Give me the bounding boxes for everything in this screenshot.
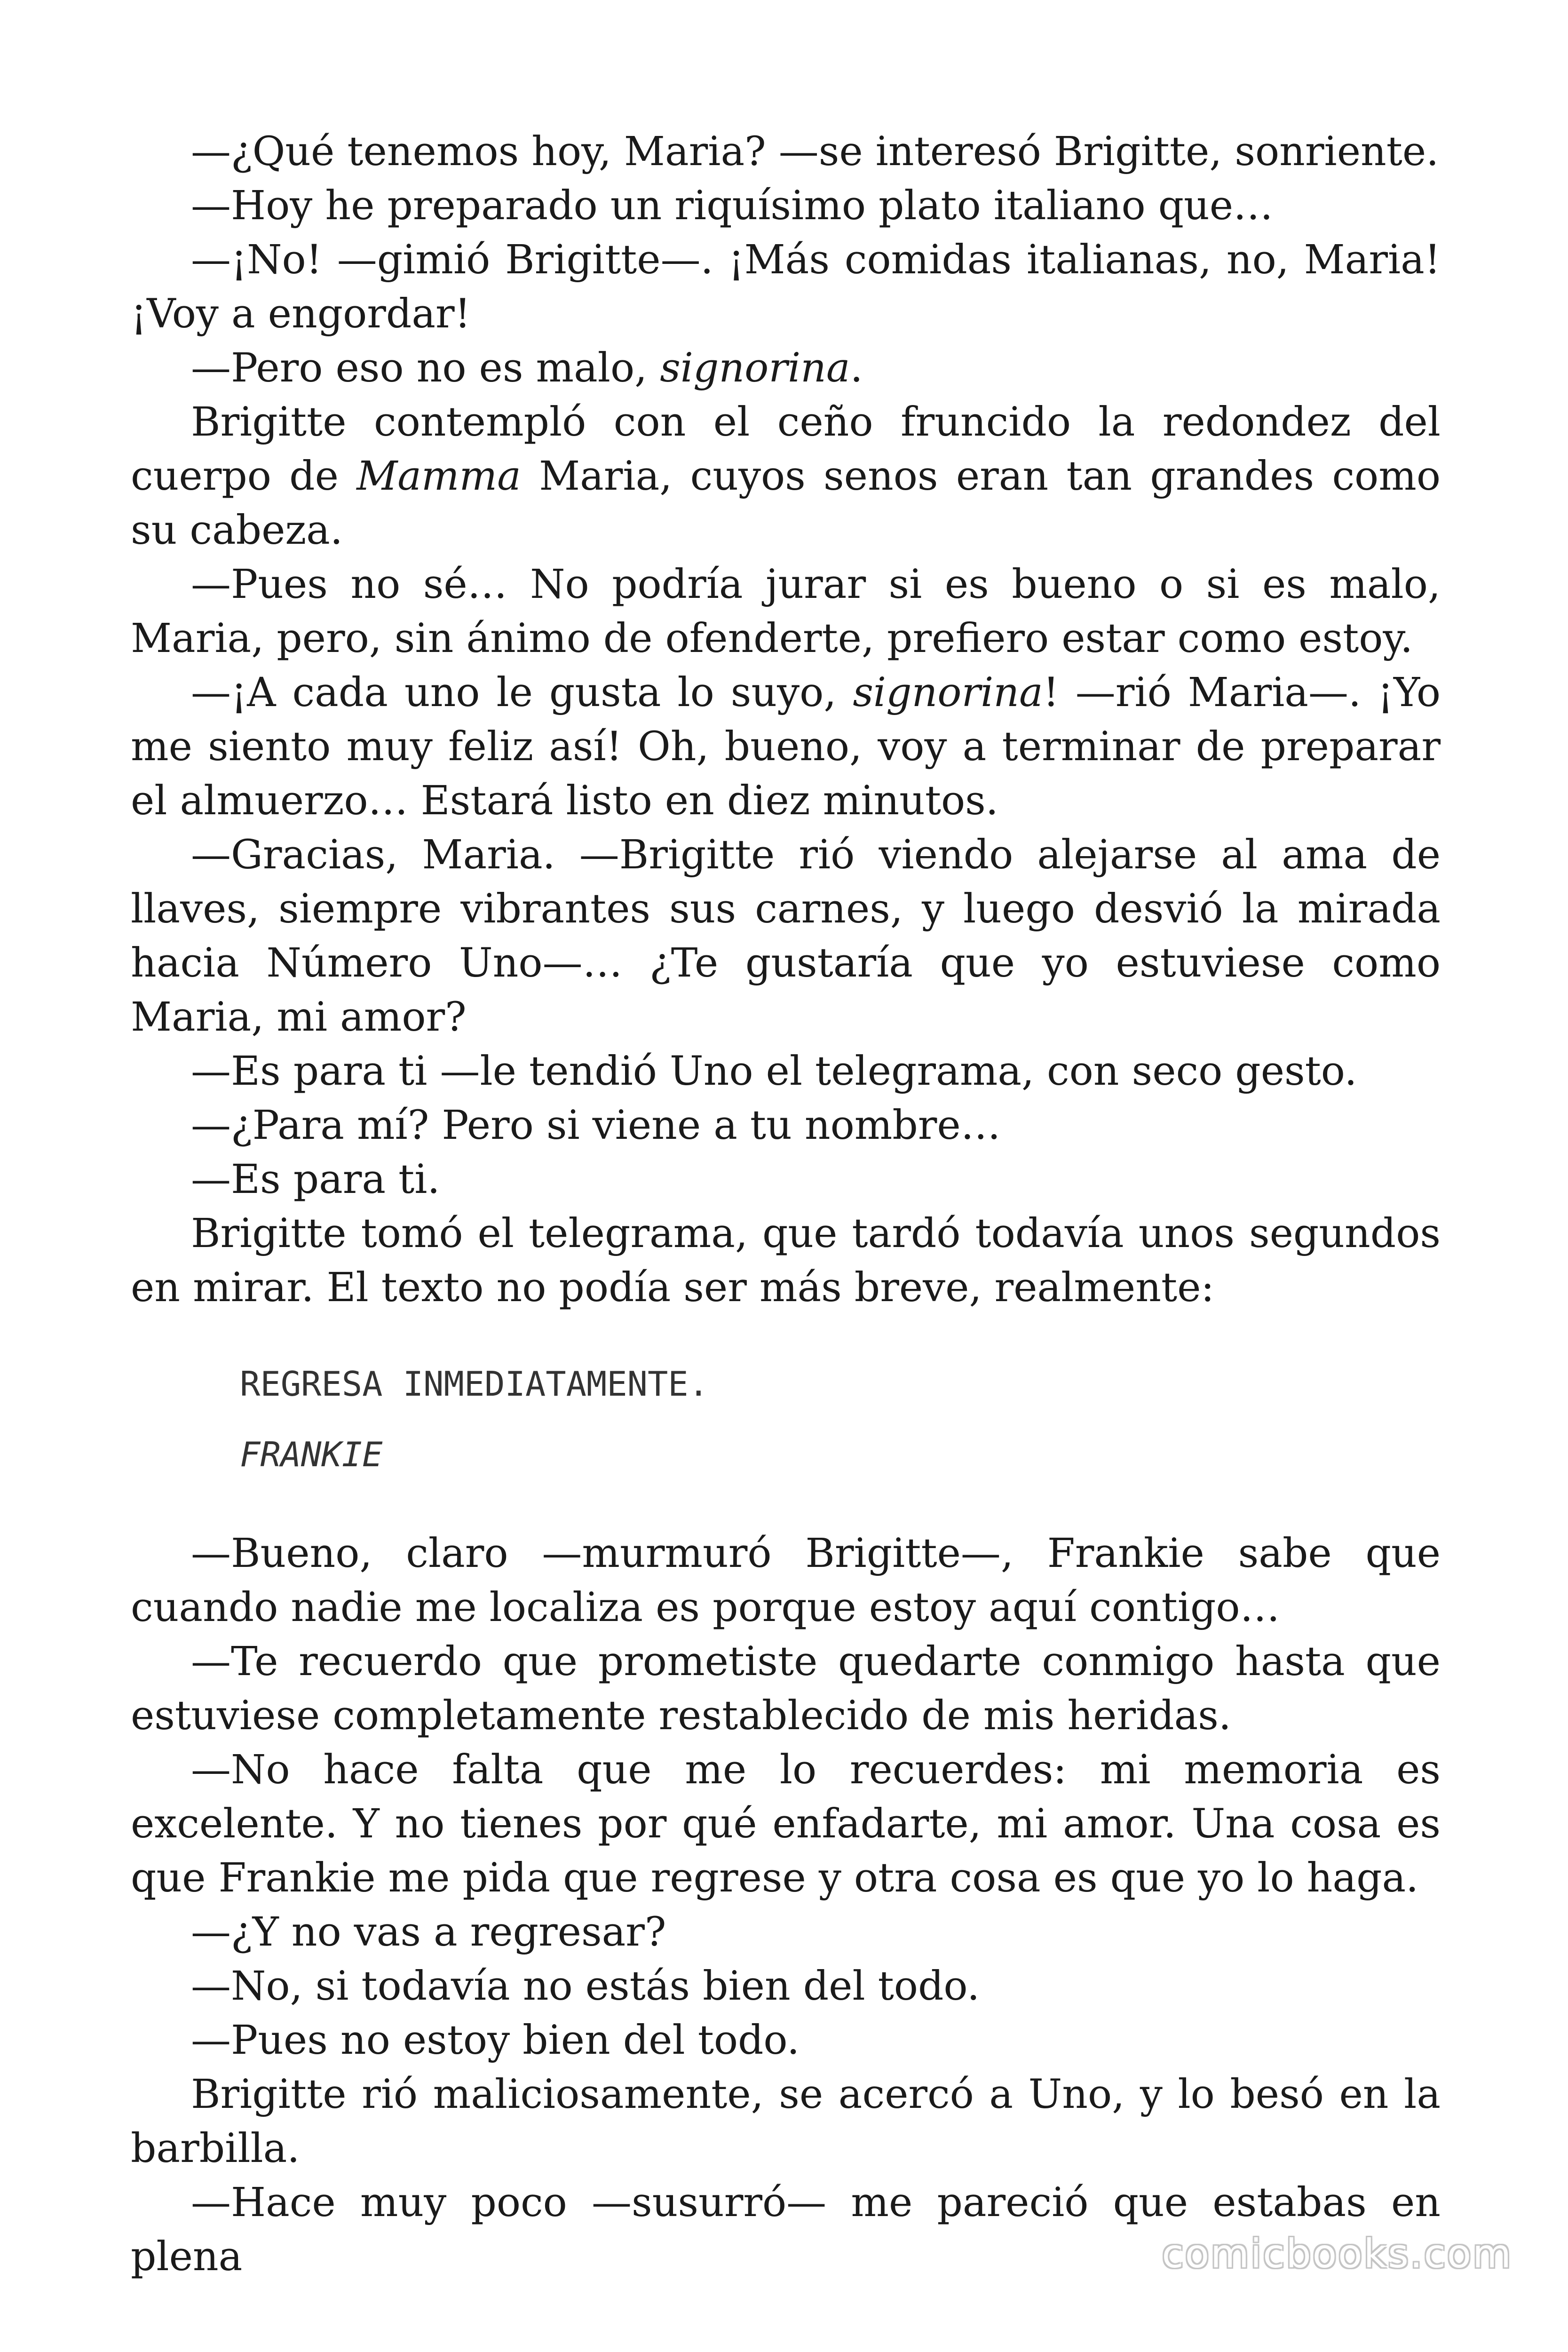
text-block: [131, 125, 1441, 2284]
italic-word: signorina: [853, 669, 1043, 716]
paragraph: Brigitte rió maliciosamente, se acercó a Uno, y lo besó en la barbilla.: [131, 2071, 1441, 2172]
paragraph: —¿Para mí? Pero si viene a tu nombre…: [191, 1102, 1001, 1149]
paragraph-text: —¡A cada uno le gusta lo suyo,: [191, 669, 853, 716]
paragraph: —¡No! —gimió Brigitte—. ¡Más comidas italianas, no, Maria! ¡Voy a engordar!: [131, 237, 1441, 337]
paragraph: [131, 341, 1441, 395]
paragraph: —Te recuerdo que prometiste quedarte conmigo hasta que estuviese completamente restablecido de mis heridas.: [131, 1638, 1441, 1739]
paragraph: —Hoy he preparado un riquísimo plato italiano que…: [191, 183, 1274, 229]
paragraph-text: .: [850, 345, 863, 391]
paragraph: —No, si todavía no estás bien del todo.: [191, 1963, 980, 2010]
paragraph: —¿Qué tenemos hoy, Maria? —se interesó Brigitte, sonriente.: [191, 128, 1439, 175]
italic-word: Mamma: [356, 453, 521, 500]
paragraph: Brigitte tomó el telegrama, que tardó todavía unos segundos en mirar. El texto no podía ser más breve, realmente:: [131, 1210, 1441, 1311]
paragraph: —Pues no estoy bien del todo.: [191, 2017, 800, 2064]
italic-word: signorina: [660, 345, 850, 391]
paragraph-text: Brigitte contempló con el ceño fruncido la redondez del cuerpo de: [131, 399, 1441, 500]
paragraph: —No hace falta que me lo recuerdes: mi memoria es excelente. Y no tienes por qué enfadarte, mi amor. Una cosa es que Frankie me pida que regrese y otra cosa es que yo lo haga.: [131, 1747, 1441, 1901]
watermark: comicbooks.com: [1162, 2231, 1513, 2277]
paragraph-text: Maria, cuyos senos eran tan grandes como su cabeza.: [131, 453, 1441, 554]
paragraph: —Gracias, Maria. —Brigitte rió viendo alejarse al ama de llaves, siempre vibrantes sus carnes, y luego desvió la mirada hacia Número Uno—… ¿Te gustaría que yo estuviese como Maria, mi amor?: [131, 832, 1441, 1041]
paragraph-text: —Pero eso no es malo,: [191, 345, 660, 391]
paragraph: [131, 666, 1441, 828]
telegram-signature: FRANKIE: [240, 1435, 383, 1474]
paragraph-text: ! —rió Maria—. ¡Yo me siento muy feliz así! Oh, bueno, voy a terminar de preparar el almuerzo… Estará listo en diez minutos.: [131, 669, 1441, 824]
paragraph: —Es para ti.: [191, 1156, 440, 1203]
paragraph: —Pues no sé… No podría jurar si es bueno o si es malo, Maria, pero, sin ánimo de ofenderte, prefiero estar como estoy.: [131, 561, 1441, 662]
paragraph: —¿Y no vas a regresar?: [191, 1909, 666, 1955]
paragraph: —Es para ti —le tendió Uno el telegrama, con seco gesto.: [191, 1048, 1357, 1095]
paragraph: [131, 395, 1441, 557]
telegram-message: REGRESA INMEDIATAMENTE.: [240, 1364, 709, 1404]
paragraph: —Hace muy poco —susurró— me pareció que estabas en plena: [131, 2179, 1441, 2280]
paragraph: —Bueno, claro —murmuró Brigitte—, Frankie sabe que cuando nadie me localiza es porque estoy aquí contigo…: [131, 1530, 1441, 1631]
